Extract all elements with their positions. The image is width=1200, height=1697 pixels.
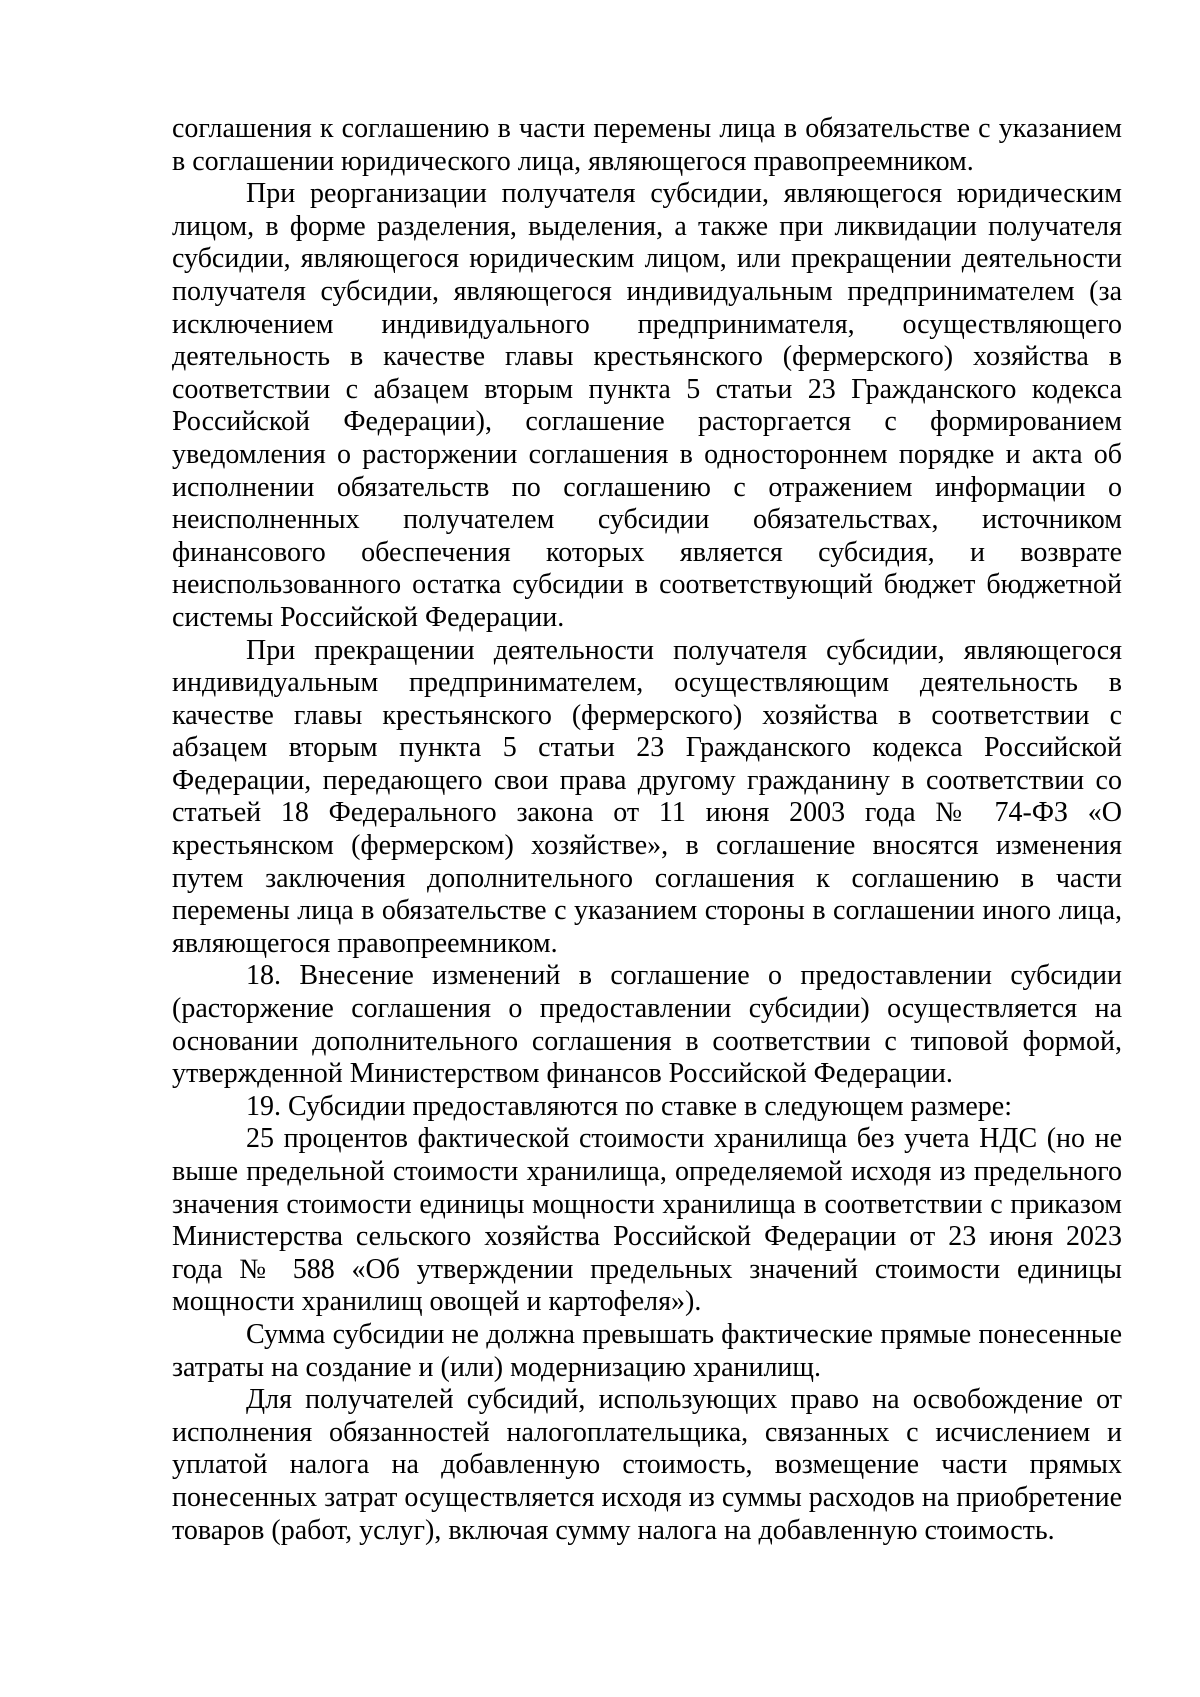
paragraph-termination-farm: При прекращении деятельности получателя субсидии, являющегося индивидуальным предпринимателем, осуществляющим деятельность в качестве главы крестьянского (фермерского) хозяйства в соответствии с абзацем вторым пункта 5 статьи 23 Гражданского кодекса Российской Федерации, передающего свои права другому гражданину в соответствии со статьей 18 Федерального закона от 11 июня 2003 года № 74-ФЗ «О крестьянском (фермерском) хозяйстве», в соглашение вносятся изменения путем заключения дополнительного соглашения к соглашению в части перемены лица в обязательстве с указанием стороны в соглашении иного лица, являющегося правопреемником. — [172, 634, 1122, 959]
document-body — [172, 113, 1122, 1547]
paragraph-item-19: 19. Субсидии предоставляются по ставке в следующем размере: — [246, 1090, 1013, 1122]
paragraph-subsidy-limit: Сумма субсидии не должна превышать фактические прямые понесенные затраты на создание и (или) модернизацию хранилищ. — [172, 1318, 1122, 1383]
paragraph-continuation: соглашения к соглашению в части перемены лица в обязательстве с указанием в соглашении юридического лица, являющегося правопреемником. — [172, 113, 1122, 177]
paragraph-item-18: 18. Внесение изменений в соглашение о предоставлении субсидии (расторжение соглашения о предоставлении субсидии) осуществляется на основании дополнительного соглашения в соответствии с типовой формой, утвержденной Министерством финансов Российской Федерации. — [172, 960, 1122, 1090]
paragraph-rate: 25 процентов фактической стоимости хранилища без учета НДС (но не выше предельной стоимости хранилища, определяемой исходя из предельного значения стоимости единицы мощности хранилища в соответствии с приказом Министерства сельского хозяйства Российской Федерации от 23 июня 2023 года № 588 «Об утверждении предельных значений стоимости единицы мощности хранилищ овощей и картофеля»). — [172, 1123, 1122, 1318]
paragraph-vat-exemption: Для получателей субсидий, использующих право на освобождение от исполнения обязанностей налогоплательщика, связанных с исчислением и уплатой налога на добавленную стоимость, возмещение части прямых понесенных затрат осуществляется исходя из суммы расходов на приобретение товаров (работ, услуг), включая сумму налога на добавленную стоимость. — [172, 1384, 1122, 1546]
paragraph-reorganization: При реорганизации получателя субсидии, являющегося юридическим лицом, в форме разделения, выделения, а также при ликвидации получателя субсидии, являющегося юридическим лицом, или прекращении деятельности получателя субсидии, являющегося индивидуальным предпринимателем (за исключением индивидуального предпринимателя, осуществляющего деятельность в качестве главы крестьянского (фермерского) хозяйства в соответствии с абзацем вторым пункта 5 статьи 23 Гражданского кодекса Российской Федерации), соглашение расторгается с формированием уведомления о расторжении соглашения в одностороннем порядке и акта об исполнении обязательств по соглашению с отражением информации о неисполненных получателем субсидии обязательствах, источником финансового обеспечения которых является субсидия, и возврате неиспользованного остатка субсидии в соответствующий бюджет бюджетной системы Российской Федерации. — [172, 178, 1122, 633]
